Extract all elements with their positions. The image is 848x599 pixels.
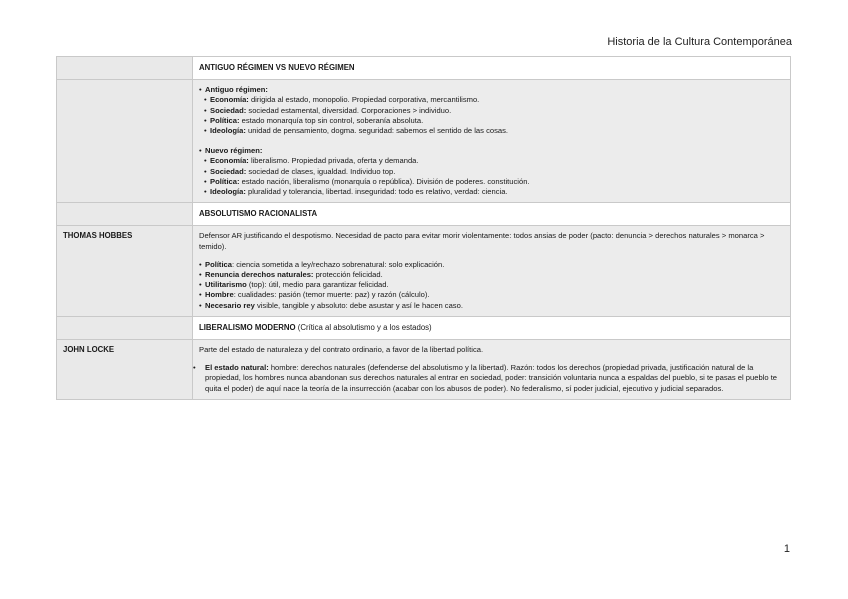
bullet-icon: •: [199, 300, 202, 310]
section-title: ANTIGUO RÉGIMEN VS NUEVO RÉGIMEN: [193, 57, 791, 80]
list-item: • Ideología: pluralidad y tolerancia, libertad. inseguridad: todo es relativo, verdad: ciencia.: [204, 187, 508, 197]
bullet-icon: •: [204, 95, 207, 105]
author-row-locke: [57, 340, 791, 400]
bullet-icon: •: [204, 126, 207, 136]
content-row-regimen: [57, 80, 791, 203]
author-name: THOMAS HOBBES: [57, 226, 193, 316]
locke-intro: Parte del estado de naturaleza y del contrato ordinario, a favor de la libertad política.: [199, 345, 484, 355]
bullet-icon: •: [204, 166, 207, 176]
section-title: ABSOLUTISMO RACIONALISTA: [193, 203, 791, 226]
section-title: LIBERALISMO MODERNO (Crítica al absolutismo y a los estados): [193, 316, 791, 339]
list-item: • Sociedad: sociedad de clases, igualdad. Individuo top.: [204, 166, 396, 176]
author-name: JOHN LOCKE: [57, 340, 193, 400]
notes-table: [56, 56, 791, 400]
bullet-icon: •: [204, 105, 207, 115]
list-item: • Política: estado monarquía top sin control, soberanía absoluta.: [204, 115, 424, 125]
empty-left-cell: [57, 80, 193, 203]
bullet-icon: •: [193, 363, 196, 373]
bullet-icon: •: [199, 259, 202, 269]
list-item: • Hombre: cualidades: pasión (temor muerte: paz) y razón (cálculo).: [199, 290, 430, 300]
author-row-hobbes: [57, 226, 791, 316]
nuevo-heading: • Nuevo régimen:: [199, 146, 263, 156]
section-row-regimen: [57, 57, 791, 80]
antiguo-block: [199, 85, 784, 136]
list-item: • Economía: dirigida al estado, monopolio. Propiedad corporativa, mercantilismo.: [204, 95, 480, 105]
antiguo-heading: • Antiguo régimen:: [199, 85, 268, 95]
section-row-absolutismo: [57, 203, 791, 226]
list-item: • Utilitarismo (top): útil, medio para garantizar felicidad.: [199, 280, 389, 290]
section-row-liberalismo: [57, 316, 791, 339]
page-number: 1: [783, 543, 790, 555]
list-item: • Política: estado nación, liberalismo (monarquía o república). División de poderes. constitución.: [204, 176, 530, 186]
bullet-icon: •: [204, 115, 207, 125]
bullet-icon: •: [199, 146, 202, 156]
list-item: • Sociedad: sociedad estamental, diversidad. Corporaciones > individuo.: [204, 105, 452, 115]
empty-left-cell: [57, 57, 193, 80]
document-header-title: Historia de la Cultura Contemporánea: [607, 36, 792, 48]
list-item: • Necesario rey visible, tangible y absoluto: debe asustar y así le hacen caso.: [199, 300, 463, 310]
hobbes-intro: Defensor AR justificando el despotismo. Necesidad de pacto para evitar morir violentamente: todos ansias de poder (pacto: denuncia > derechos naturales > monarca > temido).: [199, 231, 765, 251]
empty-left-cell: [57, 316, 193, 339]
nuevo-block: [199, 146, 784, 197]
bullet-icon: •: [204, 176, 207, 186]
hobbes-content: [193, 226, 791, 316]
bullet-icon: •: [199, 270, 202, 280]
empty-left-cell: [57, 203, 193, 226]
list-item: • Ideología: unidad de pensamiento, dogma. seguridad: sabemos el sentido de las cosas.: [204, 126, 509, 136]
list-item: • Política: ciencia sometida a ley/rechazo sobrenatural: solo explicación.: [199, 259, 445, 269]
list-item: • El estado natural: hombre: derechos naturales (defenderse del absolutismo y la libertad). Razón: todos los derechos (propiedad privada, justificación natural de la propiedad, los hombres nunca abandonan sus derechos naturales al entrar en sociedad, poder: transición voluntaria nunca a espaldas del pueblo, si te pasas el pueblo te quita el poder) de aquí nace la teoría de la insurrección (acabar con los abusos de poder). No federalismo, sí poder judicial, ejecutivo y judicial separados.: [193, 363, 778, 393]
list-item: • Renuncia derechos naturales: protección felicidad.: [199, 270, 383, 280]
bullet-icon: •: [199, 85, 202, 95]
bullet-icon: •: [199, 290, 202, 300]
bullet-icon: •: [204, 187, 207, 197]
bullet-icon: •: [204, 156, 207, 166]
bullet-icon: •: [199, 280, 202, 290]
regimen-content: [193, 80, 791, 203]
list-item: • Economía: liberalismo. Propiedad privada, oferta y demanda.: [204, 156, 419, 166]
locke-content: [193, 340, 791, 400]
